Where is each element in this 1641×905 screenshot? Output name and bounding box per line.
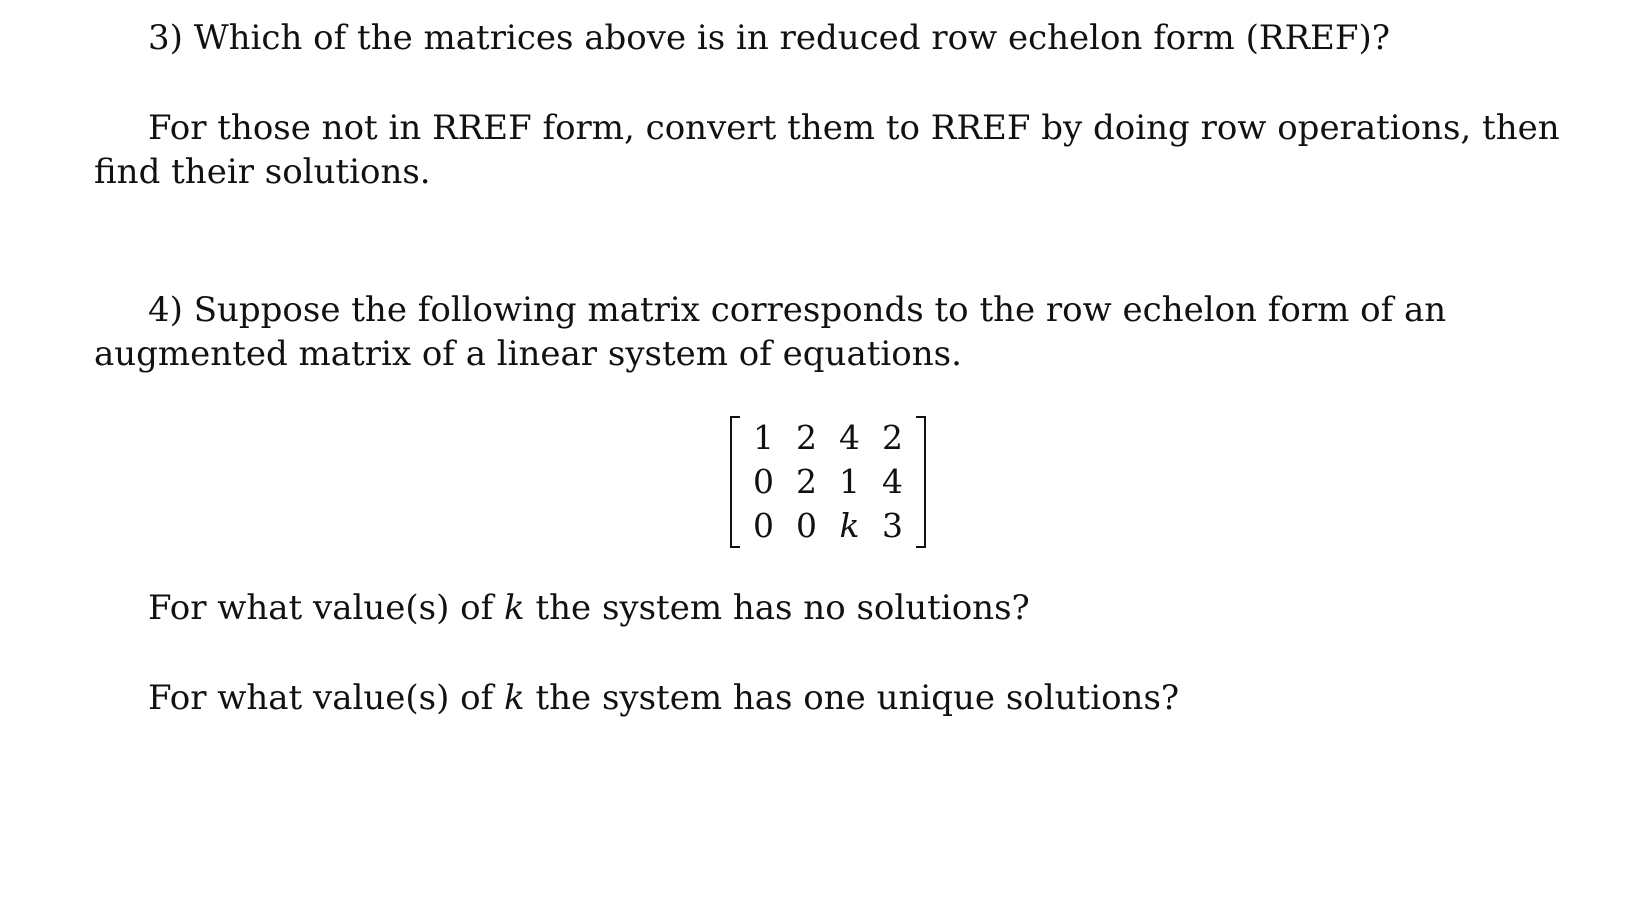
matrix-cell-r2c4: 4 bbox=[882, 462, 903, 501]
matrix-cell-r3c3: k bbox=[839, 506, 860, 545]
question-4-part-b-after: the system has one unique solutions? bbox=[524, 678, 1180, 718]
matrix-grid bbox=[742, 416, 914, 548]
question-4-part-b-var: k bbox=[504, 678, 525, 718]
matrix-left-bracket bbox=[730, 416, 740, 548]
question-4-part-a-after: the system has no solutions? bbox=[524, 588, 1030, 628]
matrix-cell-r1c1: 1 bbox=[753, 418, 774, 457]
question-4-part-a-var: k bbox=[504, 588, 525, 628]
matrix-cell-r2c3: 1 bbox=[839, 462, 860, 501]
matrix-cell-r2c2: 2 bbox=[796, 462, 817, 501]
question-3-title: 3) Which of the matrices above is in reduced row echelon form (RREF)? bbox=[148, 18, 1390, 58]
question-4-part-b bbox=[148, 676, 1179, 720]
question-4-intro: 4) Suppose the following matrix corresponds to the row echelon form of an augmented matrix of a linear system of equations. bbox=[94, 290, 1447, 374]
matrix-cell-r3c2: 0 bbox=[796, 506, 817, 545]
question-3-instruction: For those not in RREF form, convert them to RREF by doing row operations, then find their solutions. bbox=[94, 108, 1560, 192]
matrix-cell-r2c1: 0 bbox=[753, 462, 774, 501]
matrix-cell-r1c4: 2 bbox=[882, 418, 903, 457]
question-4-part-a bbox=[148, 586, 1030, 630]
matrix-cell-r1c2: 2 bbox=[796, 418, 817, 457]
augmented-matrix bbox=[730, 416, 926, 548]
matrix-cell-r1c3: 4 bbox=[839, 418, 860, 457]
question-4-part-a-before: For what value(s) of bbox=[148, 588, 505, 628]
matrix-cell-r3c4: 3 bbox=[882, 506, 903, 545]
question-4-part-b-before: For what value(s) of bbox=[148, 678, 505, 718]
matrix-right-bracket bbox=[916, 416, 926, 548]
matrix-cell-r3c1: 0 bbox=[753, 506, 774, 545]
